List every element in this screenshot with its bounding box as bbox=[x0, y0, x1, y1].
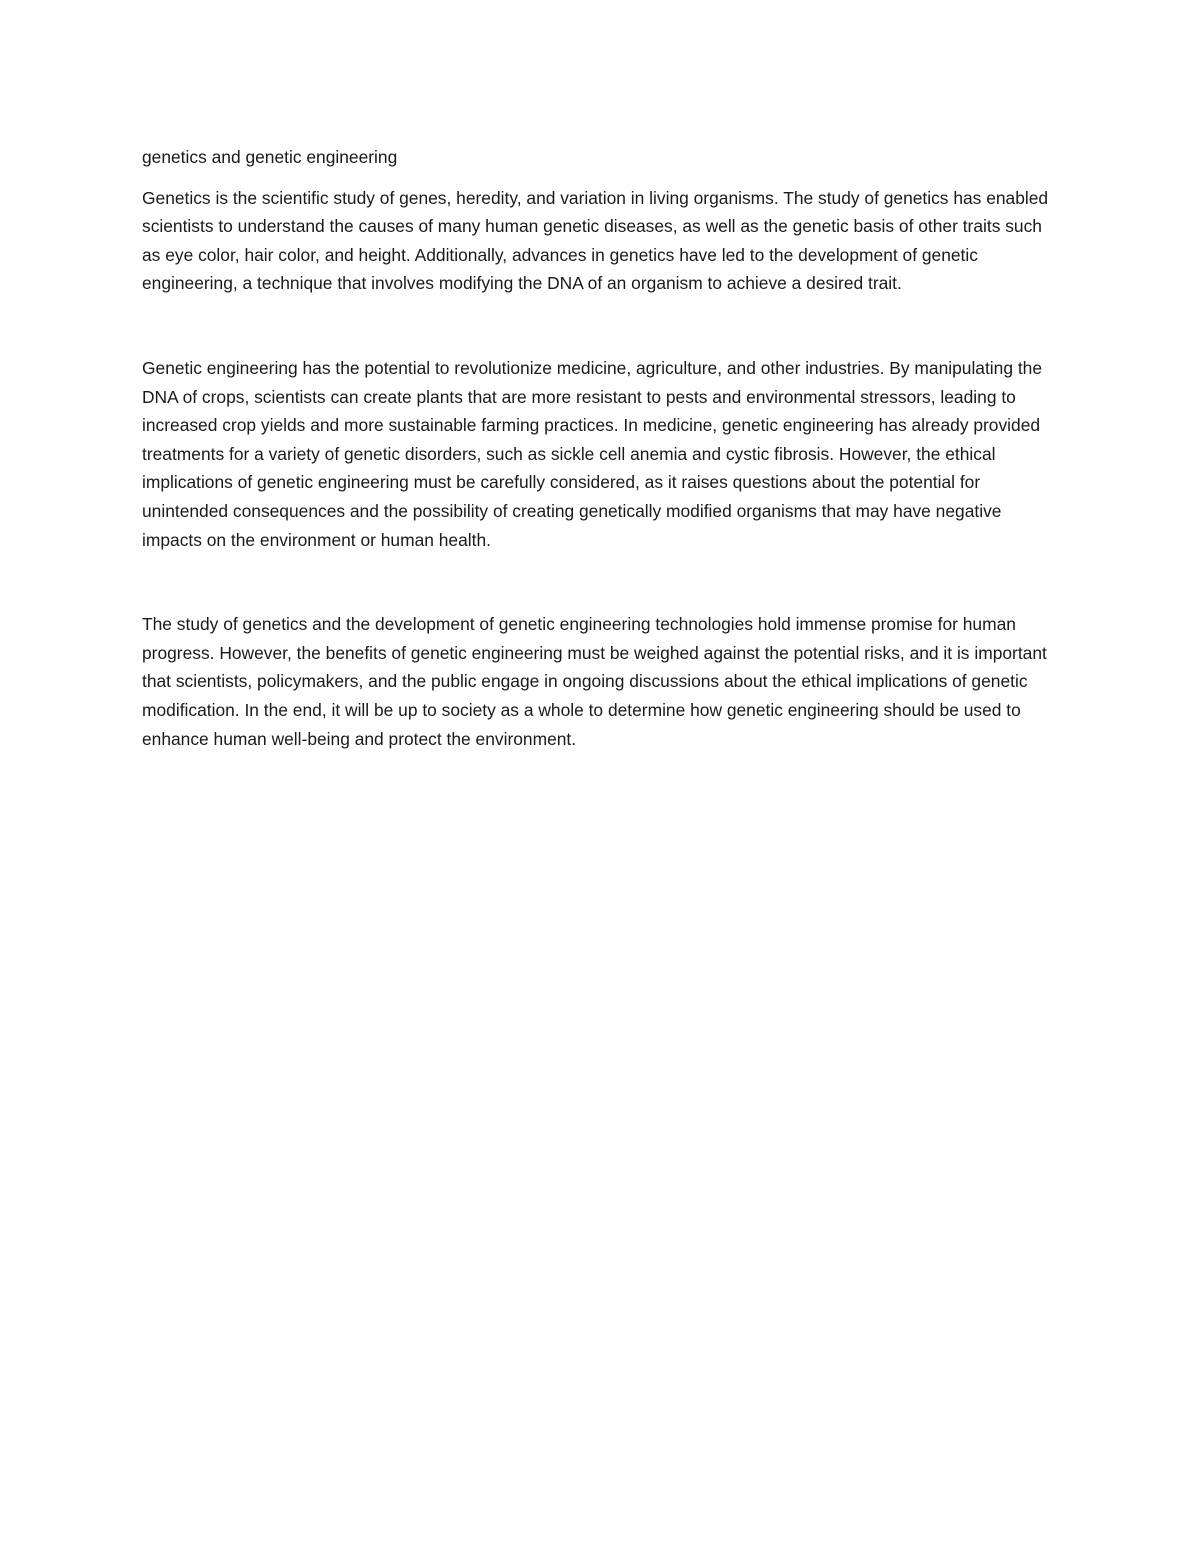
paragraph-genetics-intro: Genetics is the scientific study of genes, heredity, and variation in living organisms. The study of genetics has enabled scientists to understand the causes of many human genetic diseases, as well as the genetic basis of other traits such as eye color, hair color, and height. Additionally, advances in genetics have led to the development of genetic engineering, a technique that involves modifying the DNA of an organism to achieve a desired trait. bbox=[142, 187, 1049, 294]
document-title: genetics and genetic engineering bbox=[142, 147, 398, 167]
paragraph-conclusion: The study of genetics and the development of genetic engineering technologies hold immense promise for human progress. However, the benefits of genetic engineering must be weighed against the potential risks, and it is important that scientists, policymakers, and the public engage in ongoing discussions about the ethical implications of genetic modification. In the end, it will be up to society as a whole to determine how genetic engineering should be used to enhance human well-being and protect the environment. bbox=[142, 614, 1047, 749]
paragraph-genetic-engineering-potential: Genetic engineering has the potential to revolutionize medicine, agriculture, and other industries. By manipulating the DNA of crops, scientists can create plants that are more resistant to pests and environmental stressors, leading to increased crop yields and more sustainable farming practices. In medicine, genetic engineering has already provided treatments for a variety of genetic disorders, such as sickle cell anemia and cystic fibrosis. However, the ethical implications of genetic engineering must be carefully considered, as it raises questions about the potential for unintended consequences and the possibility of creating genetically modified organisms that may have negative impacts on the environment or human health. bbox=[142, 357, 1043, 550]
document-body bbox=[142, 143, 1062, 753]
